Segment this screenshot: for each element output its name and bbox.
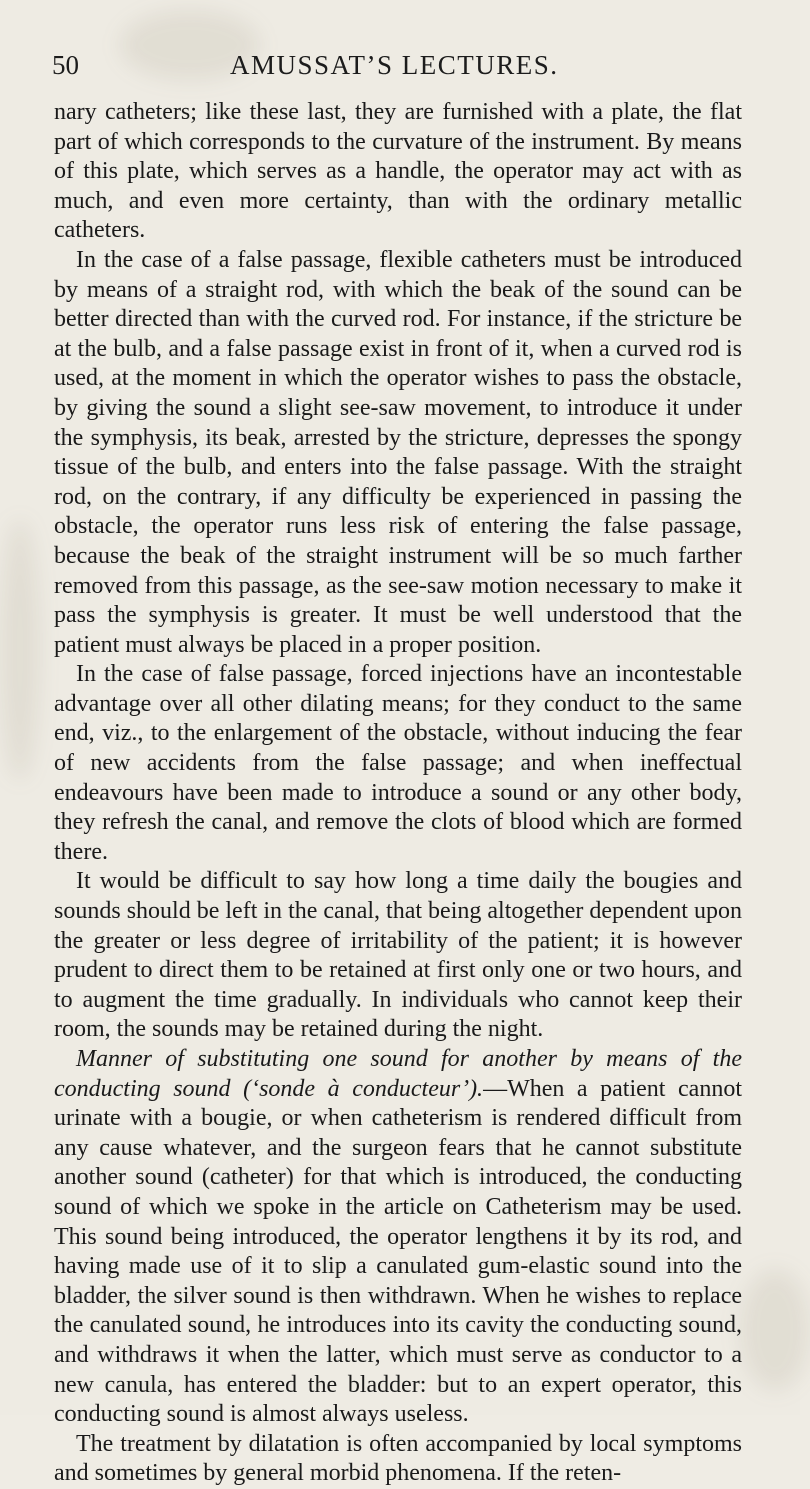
section-heading: Manner of substituting one sound for another by means of the conducting sound (‘sonde à conducteur’). <box>54 1046 742 1102</box>
page-number: 50 <box>52 50 79 80</box>
body-text <box>54 98 742 1489</box>
page-header <box>52 50 742 90</box>
paragraph: In the case of a false passage, flexible catheters must be introduced by means of a straight rod, with which the beak of the sound can be better directed than with the curved rod. For instance, if the stricture be at the bulb, and a false passage exist in front of it, when a curved rod is used, at the moment in which the operator wishes to pass the obstacle, by giving the sound a slight see-saw movement, to introduce it under the symphysis, its beak, arrested by the stricture, depresses the spongy tissue of the bulb, and enters into the false passage. With the straight rod, on the contrary, if any difficulty be experienced in passing the obstacle, the operator runs less risk of entering the false passage, because the beak of the straight instrument will be so much farther removed from this passage, as the see-saw motion necessary to make it pass the symphysis is greater. It must be well understood that the patient must always be placed in a proper position. <box>54 246 742 658</box>
paragraph <box>54 1045 742 1430</box>
paper-stain <box>0 520 40 780</box>
paper-stain <box>740 1270 810 1390</box>
running-head: AMUSSAT’S LECTURES. <box>230 50 559 80</box>
paragraph: The treatment by dilatation is often accompanied by local symptoms and sometimes by general morbid phenomena. If the reten- <box>54 1430 742 1487</box>
paragraph: In the case of false passage, forced injections have an incontestable advantage over all other dilating means; for they conduct to the same end, viz., to the enlargement of the obstacle, without inducing the fear of new accidents from the false passage; and when ineffectual endeavours have been made to introduce a sound or any other body, they refresh the canal, and remove the clots of blood which are formed there. <box>54 661 742 865</box>
paragraph-text: —When a patient cannot urinate with a bougie, or when catheterism is rendered difficult from any cause whatever, and the surgeon fears that he cannot substitute another sound (catheter) for that which is introduced, the conducting sound of which we spoke in the article on Catheterism may be used. This sound being introduced, the operator lengthens it by its rod, and having made use of it to slip a canulated gum-elastic sound into the bladder, the silver sound is then withdrawn. When he wishes to replace the canulated sound, he introduces into its cavity the conducting sound, and withdraws it when the latter, which must serve as conductor to a new canula, has entered the bladder: but to an expert operator, this conducting sound is almost always useless. <box>54 1075 742 1428</box>
paragraph: It would be difficult to say how long a time daily the bougies and sounds should be left in the canal, that being altogether dependent upon the greater or less degree of irritability of the patient; it is however prudent to direct them to be retained at first only one or two hours, and to augment the time gradually. In individuals who cannot keep their room, the sounds may be retained during the night. <box>54 868 742 1043</box>
paragraph: nary catheters; like these last, they are furnished with a plate, the flat part of which corresponds to the curvature of the instrument. By means of this plate, which serves as a handle, the operator may act with as much, and even more certainty, than with the ordinary metallic catheters. <box>54 99 742 244</box>
